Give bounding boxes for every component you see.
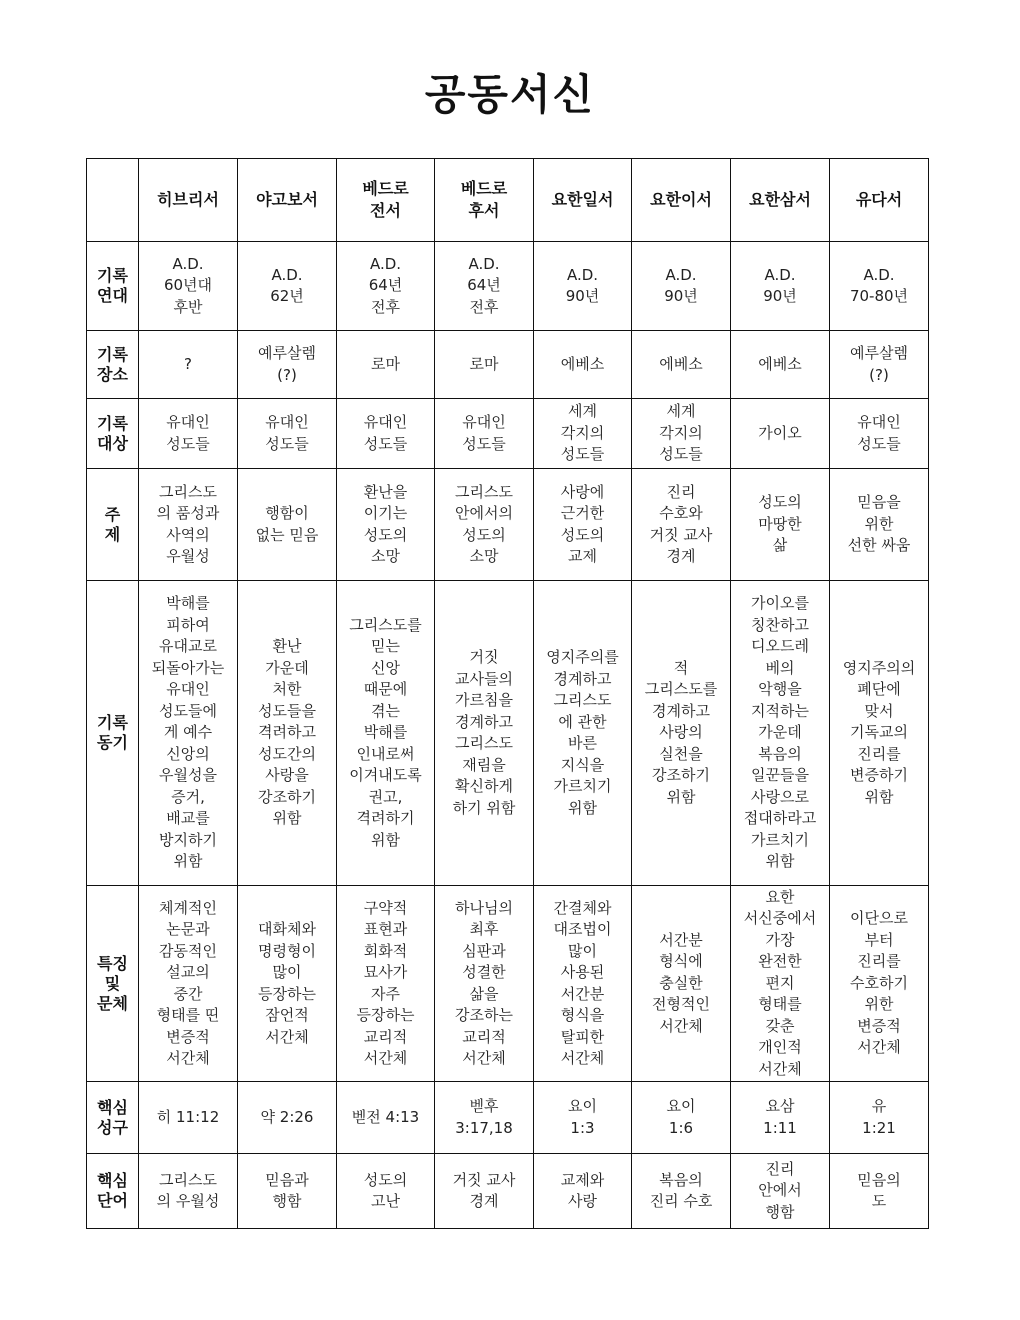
table-row [87, 886, 929, 1082]
table-cell: 환난을 이기는 성도의 소망 [337, 469, 435, 581]
table-cell: 영지주의의 폐단에 맞서 기독교의 진리를 변증하기 위함 [830, 581, 929, 886]
table-cell: 믿음과 행함 [238, 1154, 337, 1229]
table-cell: 세계 각지의 성도들 [632, 399, 731, 469]
table-cell: A.D. 64년 전후 [435, 242, 534, 331]
table-cell: 유 1:21 [830, 1082, 929, 1154]
table-cell: 사랑에 근거한 성도의 교제 [534, 469, 632, 581]
row-header: 특징 및 문체 [87, 886, 139, 1082]
table-cell: 이단으로 부터 진리를 수호하기 위한 변증적 서간체 [830, 886, 929, 1082]
table-cell: 박해를 피하여 유대교로 되돌아가는 유대인 성도들에 게 예수 신앙의 우월성을 증거, 배교를 방지하기 위함 [139, 581, 238, 886]
table-cell: 진리 안에서 행함 [731, 1154, 830, 1229]
table-cell: 그리스도 의 품성과 사역의 우월성 [139, 469, 238, 581]
table-cell: 그리스도 안에서의 성도의 소망 [435, 469, 534, 581]
table-row [87, 1082, 929, 1154]
table-cell: 벧후 3:17,18 [435, 1082, 534, 1154]
table-cell: 복음의 진리 수호 [632, 1154, 731, 1229]
table-cell: 적 그리스도를 경계하고 사랑의 실천을 강조하기 위함 [632, 581, 731, 886]
table-row [87, 399, 929, 469]
page-title: 공동서신 [424, 70, 596, 119]
table-row [87, 331, 929, 399]
table-cell: 대화체와 명령형이 많이 등장하는 잠언적 서간체 [238, 886, 337, 1082]
column-header: 베드로 후서 [435, 159, 534, 242]
table-cell: 요이 1:3 [534, 1082, 632, 1154]
column-header: 히브리서 [139, 159, 238, 242]
table-cell: A.D. 90년 [534, 242, 632, 331]
table-cell: 유대인 성도들 [238, 399, 337, 469]
table-cell: 에베소 [534, 331, 632, 399]
table-cell: 유대인 성도들 [139, 399, 238, 469]
table-cell: 하나님의 최후 심판과 성결한 삶을 강조하는 교리적 서간체 [435, 886, 534, 1082]
table-cell: 진리 수호와 거짓 교사 경계 [632, 469, 731, 581]
table-cell: 서간분 형식에 충실한 전형적인 서간체 [632, 886, 731, 1082]
table-cell: 가이오 [731, 399, 830, 469]
table-cell: 유대인 성도들 [435, 399, 534, 469]
table-cell: 믿음을 위한 선한 싸움 [830, 469, 929, 581]
column-header: 유다서 [830, 159, 929, 242]
table-cell: 믿음의 도 [830, 1154, 929, 1229]
table-cell: A.D. 64년 전후 [337, 242, 435, 331]
table-cell: 체계적인 논문과 감동적인 설교의 중간 형태를 띤 변증적 서간체 [139, 886, 238, 1082]
table-cell: 행함이 없는 믿음 [238, 469, 337, 581]
table-cell: 그리스도 의 우월성 [139, 1154, 238, 1229]
row-header: 주 제 [87, 469, 139, 581]
table-cell: 성도의 마땅한 삶 [731, 469, 830, 581]
row-header: 기록 연대 [87, 242, 139, 331]
table-row [87, 469, 929, 581]
table-cell: 요이 1:6 [632, 1082, 731, 1154]
table-cell: A.D. 90년 [731, 242, 830, 331]
table-cell: 영지주의를 경계하고 그리스도 에 관한 바른 지식을 가르치기 위함 [534, 581, 632, 886]
table-cell: 구약적 표현과 회화적 묘사가 자주 등장하는 교리적 서간체 [337, 886, 435, 1082]
table-cell: 로마 [435, 331, 534, 399]
table-cell: 세계 각지의 성도들 [534, 399, 632, 469]
table-cell: 예루살렘 (?) [238, 331, 337, 399]
table-row [87, 581, 929, 886]
row-header: 기록 장소 [87, 331, 139, 399]
table-cell: A.D. 70-80년 [830, 242, 929, 331]
table-row [87, 1154, 929, 1229]
epistles-table [86, 158, 929, 1229]
table-cell: 에베소 [632, 331, 731, 399]
column-header: 야고보서 [238, 159, 337, 242]
table-cell: 유대인 성도들 [337, 399, 435, 469]
table-cell: A.D. 90년 [632, 242, 731, 331]
table-cell: 그리스도를 믿는 신앙 때문에 겪는 박해를 인내로써 이겨내도록 권고, 격려하기 위함 [337, 581, 435, 886]
table-cell: 환난 가운데 처한 성도들을 격려하고 성도간의 사랑을 강조하기 위함 [238, 581, 337, 886]
column-header: 요한삼서 [731, 159, 830, 242]
table-cell: 약 2:26 [238, 1082, 337, 1154]
row-header: 핵심 성구 [87, 1082, 139, 1154]
table-cell: 유대인 성도들 [830, 399, 929, 469]
table-cell: 요한 서신중에서 가장 완전한 편지 형태를 갖춘 개인적 서간체 [731, 886, 830, 1082]
table-cell: 간결체와 대조법이 많이 사용된 서간분 형식을 탈피한 서간체 [534, 886, 632, 1082]
table-cell: 성도의 고난 [337, 1154, 435, 1229]
table-cell: 교제와 사랑 [534, 1154, 632, 1229]
column-header: 요한일서 [534, 159, 632, 242]
table-cell: 에베소 [731, 331, 830, 399]
corner-cell [87, 159, 139, 242]
row-header: 기록 대상 [87, 399, 139, 469]
table-cell: 로마 [337, 331, 435, 399]
table-cell: 요삼 1:11 [731, 1082, 830, 1154]
column-header: 베드로 전서 [337, 159, 435, 242]
table-cell: 가이오를 칭찬하고 디오드레 베의 악행을 지적하는 가운데 복음의 일꾼들을 사랑으로 접대하라고 가르치기 위함 [731, 581, 830, 886]
table-cell: 예루살렘 (?) [830, 331, 929, 399]
table-cell: A.D. 62년 [238, 242, 337, 331]
row-header: 기록 동기 [87, 581, 139, 886]
table-cell: 거짓 교사 경계 [435, 1154, 534, 1229]
header-row [87, 159, 929, 242]
table-cell: 벧전 4:13 [337, 1082, 435, 1154]
table-cell: 히 11:12 [139, 1082, 238, 1154]
table-row [87, 242, 929, 331]
table-cell: 거짓 교사들의 가르침을 경계하고 그리스도 재림을 확신하게 하기 위함 [435, 581, 534, 886]
row-header: 핵심 단어 [87, 1154, 139, 1229]
column-header: 요한이서 [632, 159, 731, 242]
table-cell: A.D. 60년대 후반 [139, 242, 238, 331]
table-cell: ? [139, 331, 238, 399]
